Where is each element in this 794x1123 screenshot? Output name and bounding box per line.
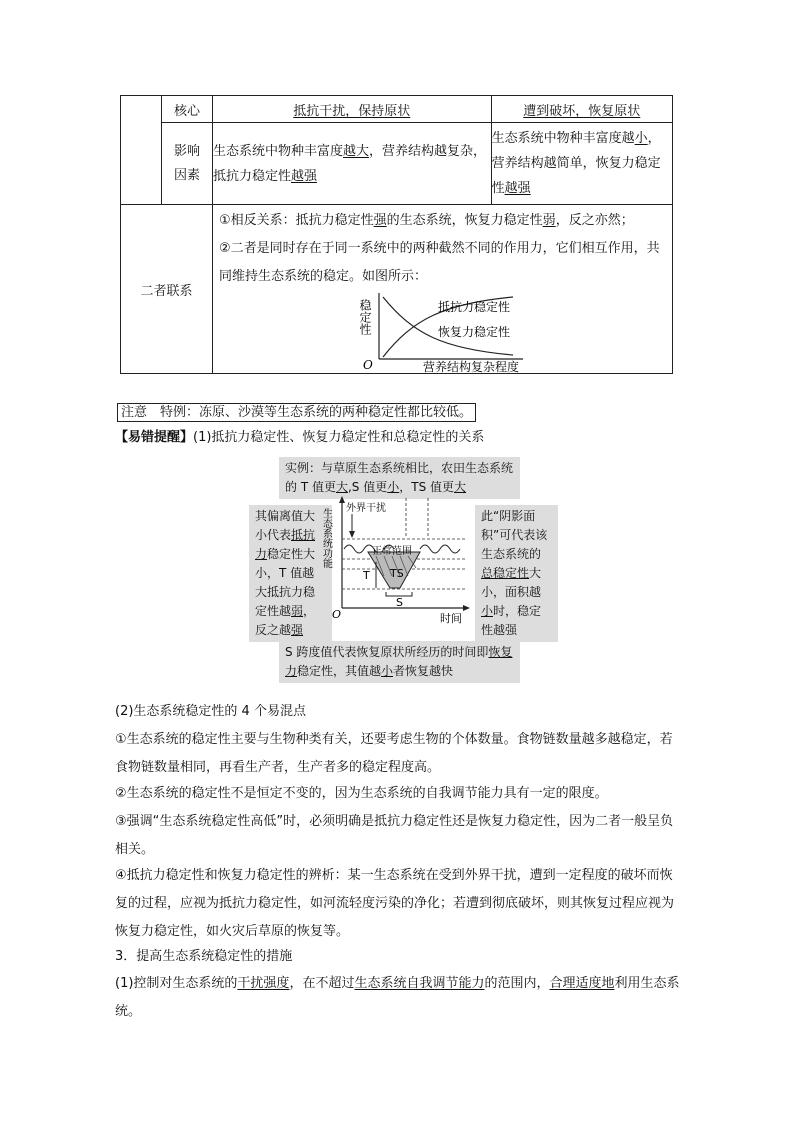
example-box: 实例：与草原生态系统相比，农田生态系统的 T 值更大,S 值更小，TS 值更大 (279, 457, 520, 499)
graph-ylabel: 稳定性 (357, 299, 372, 335)
recovery-span-box: S 跨度值代表恢复原状所经历的时间即恢复力稳定性，其值越小者恢复越快 (279, 641, 520, 683)
normal-range-label: 正常范围 (372, 546, 412, 557)
curve-label-resilience: 恢复力稳定性 (437, 325, 510, 339)
factors-resistance: 生态系统中物种丰富度越大，营养结构越复杂，抵抗力稳定性越强 (212, 123, 491, 205)
shaded-area-box: 此“阴影面积”可代表该生态系统的总稳定性大小，面积越小时，稳定性越强 (475, 505, 558, 642)
section2-point4: ④抵抗力稳定性和恢复力稳定性的辨析：某一生态系统在受到外界干扰，遭到一定程度的破坏而恢复的过程，应视为抵抗力稳定性，如河流轻度污染的净化；若遭到彻底破坏，则其恢复过程应视为恢复力稳定性，如火灾后草原的恢复等。 (115, 868, 675, 939)
function-ylabel: 生态系统功能 (320, 508, 332, 568)
row-label-core: 核心 (161, 96, 212, 123)
row-label-factors: 影响 因素 (161, 123, 212, 205)
section3-point1: (1)控制对生态系统的干扰强度，在不超过生态系统自我调节能力的范围内，合理适度地利用生态系统。 (115, 976, 680, 1019)
function-origin: O (332, 608, 342, 621)
core-resilience: 遭到破坏，恢复原状 (491, 96, 672, 123)
curve-label-resistance: 抵抗力稳定性 (437, 300, 510, 314)
tip-heading: 【易错提醒】(1)抵抗力稳定性、恢复力稳定性和总稳定性的关系 (115, 430, 485, 445)
deviation-box: 其偏离值大小代表抵抗力稳定性大小，T 值越大抵抗力稳定性越弱，反之越强 (249, 505, 332, 642)
section3-title: 3．提高生态系统稳定性的措施 (115, 949, 293, 964)
stability-comparison-table (120, 95, 673, 374)
function-xlabel: 时间 (440, 612, 462, 625)
core-resistance: 抵抗干扰，保持原状 (212, 96, 491, 123)
T-label: T (363, 569, 370, 582)
graph-xlabel: 营养结构复杂程度 (422, 360, 519, 373)
row-label-relation: 二者联系 (121, 205, 213, 374)
section2-point2: ②生态系统的稳定性不是恒定不变的，因为生态系统的自我调节能力具有一定的限度。 (115, 786, 608, 801)
section2-title: (2)生态系统稳定性的 4 个易混点 (115, 704, 306, 719)
section2-point3: ③强调“生态系统稳定性高低”时，必须明确是抵抗力稳定性还是恢复力稳定性，因为二者一般呈负相关。 (115, 814, 674, 857)
graph-origin: O (362, 358, 373, 372)
table-left-blank (121, 96, 162, 205)
stability-function-graph (320, 496, 475, 636)
relation-content: ①相反关系：抵抗力稳定性强的生态系统，恢复力稳定性弱，反之亦然； ②二者是同时存在于同一系统中的两种截然不同的作用力，它们相互作用，共同维持生态系统的稳定。如图所示： 稳定性 O 营养结构复杂程度 抵抗力稳定性 恢复力稳定性 (212, 205, 672, 374)
special-case-note: 注意 特例：冻原、沙漠等生态系统的两种稳定性都比较低。 (117, 403, 476, 422)
stability-tradeoff-graph (213, 293, 672, 373)
TS-label: TS (390, 567, 404, 580)
section2-point1: ①生态系统的稳定性主要与生物种类有关，还要考虑生物的个体数量。食物链数量越多越稳定，若食物链数量相同，再看生产者，生产者多的稳定程度高。 (115, 732, 673, 775)
factors-resilience: 生态系统中物种丰富度越小，营养结构越简单，恢复力稳定性越强 (491, 123, 672, 205)
disturbance-label: 外界干扰 (346, 503, 386, 514)
S-label: S (396, 596, 403, 609)
